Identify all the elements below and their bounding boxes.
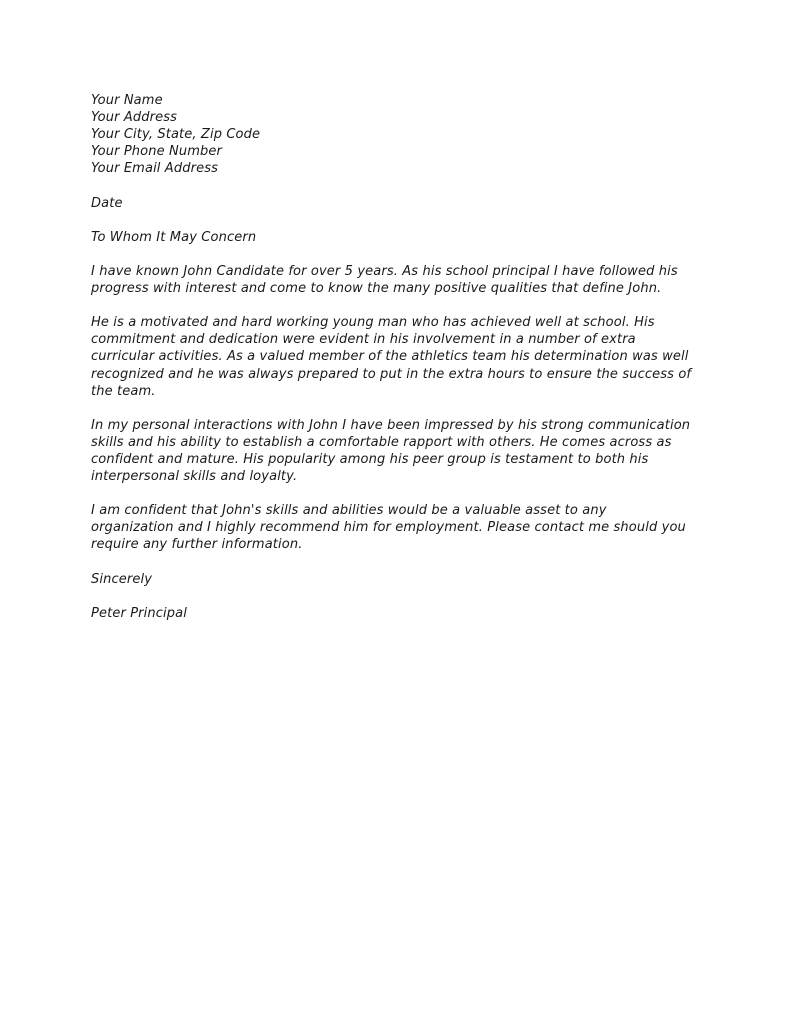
letter-paragraph-1: I have known John Candidate for over 5 years. As his school principal I have followed his progress with interest and come to know the many positive qualities that define John. <box>91 263 678 297</box>
letter-closing: Sincerely <box>91 571 153 587</box>
letter-paragraph-4: I am confident that John's skills and abilities would be a valuable asset to any organization and I highly recommend him for employment. Please contact me should you require any further information. <box>91 503 686 553</box>
spacer <box>91 485 693 502</box>
letter-date: Date <box>91 195 123 211</box>
spacer <box>91 212 693 229</box>
letter-paragraph-2: He is a motivated and hard working young man who has achieved well at school. His commitment and dedication were evident in his involvement in a number of extra curricular activities. As a valued member of the athletics team his determination was well recognized and he was always prepared to put in the extra hours to ensure the success of the team. <box>91 315 692 399</box>
sender-city-state-zip: Your City, State, Zip Code <box>91 127 261 143</box>
spacer <box>91 246 693 263</box>
letter-body <box>91 92 693 622</box>
spacer <box>91 400 693 417</box>
spacer <box>91 588 693 605</box>
letter-signature-name: Peter Principal <box>91 606 187 622</box>
spacer <box>91 297 693 314</box>
sender-phone-number: Your Phone Number <box>91 144 223 160</box>
spacer <box>91 177 693 194</box>
sender-name: Your Name <box>91 93 163 108</box>
sender-email-address: Your Email Address <box>91 161 219 177</box>
spacer <box>91 554 693 571</box>
letter-salutation: To Whom It May Concern <box>91 229 257 245</box>
letter-paragraph-3: In my personal interactions with John I have been impressed by his strong communication skills and his ability to establish a comfortable rapport with others. He comes across as confident and mature. His popularity among his peer group is testament to both his interpersonal skills and loyalty. <box>91 417 691 485</box>
sender-address-block <box>91 92 693 177</box>
sender-street-address: Your Address <box>91 110 178 126</box>
